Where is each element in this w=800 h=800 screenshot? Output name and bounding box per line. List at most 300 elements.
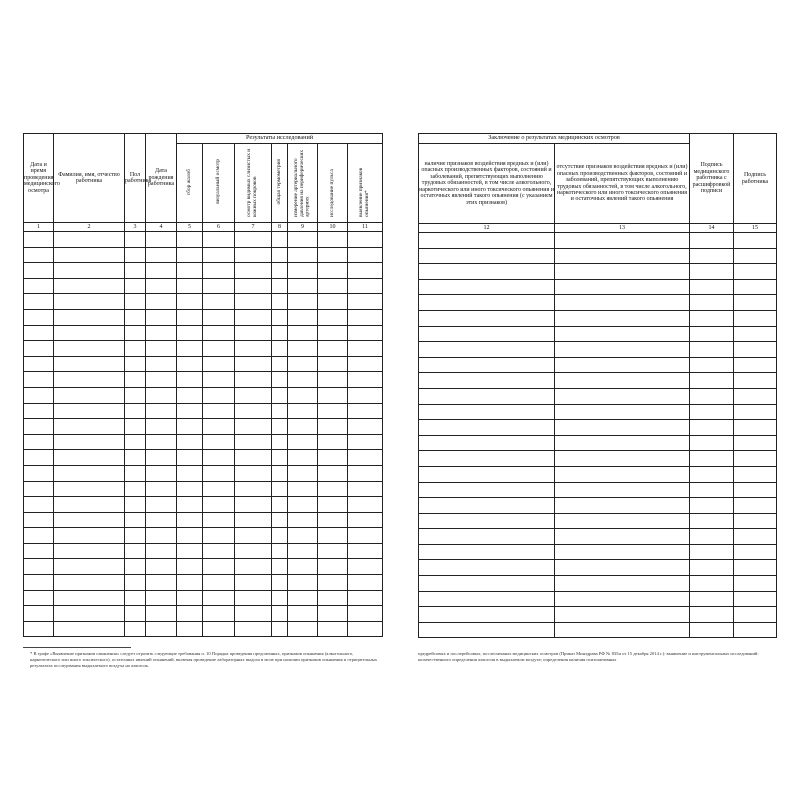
empty-cell	[203, 309, 235, 325]
empty-cell	[146, 575, 177, 591]
left-number-row	[24, 223, 383, 232]
table-row	[24, 341, 383, 357]
empty-cell	[177, 294, 203, 310]
table-row	[419, 513, 777, 529]
empty-cell	[419, 482, 555, 498]
empty-cell	[690, 513, 734, 529]
empty-cell	[54, 621, 125, 637]
empty-cell	[125, 247, 146, 263]
empty-cell	[555, 591, 690, 607]
table-row	[419, 388, 777, 404]
col-sex-header: Пол работника	[125, 134, 146, 223]
empty-cell	[54, 559, 125, 575]
empty-cell	[419, 544, 555, 560]
empty-cell	[146, 247, 177, 263]
empty-cell	[288, 294, 318, 310]
empty-cell	[177, 497, 203, 513]
empty-cell	[555, 279, 690, 295]
empty-cell	[54, 294, 125, 310]
col-number: 7	[235, 223, 272, 232]
empty-cell	[54, 372, 125, 388]
col-number: 9	[288, 223, 318, 232]
empty-cell	[125, 543, 146, 559]
empty-cell	[318, 341, 348, 357]
col-number: 14	[690, 224, 734, 233]
empty-cell	[177, 232, 203, 248]
empty-cell	[419, 451, 555, 467]
empty-cell	[288, 419, 318, 435]
empty-cell	[203, 575, 235, 591]
col-thermometry-header: общая термометрия	[272, 144, 288, 223]
empty-cell	[734, 373, 777, 389]
empty-cell	[555, 513, 690, 529]
empty-cell	[690, 310, 734, 326]
empty-cell	[235, 278, 272, 294]
empty-cell	[734, 482, 777, 498]
empty-cell	[318, 278, 348, 294]
col-number: 2	[54, 223, 125, 232]
table-row	[24, 325, 383, 341]
empty-cell	[348, 341, 383, 357]
empty-cell	[54, 465, 125, 481]
table-row	[419, 248, 777, 264]
empty-cell	[177, 387, 203, 403]
empty-cell	[734, 233, 777, 249]
empty-cell	[690, 373, 734, 389]
empty-cell	[146, 325, 177, 341]
empty-cell	[734, 451, 777, 467]
empty-cell	[348, 356, 383, 372]
empty-cell	[288, 403, 318, 419]
empty-cell	[272, 528, 288, 544]
empty-cell	[203, 387, 235, 403]
empty-cell	[24, 403, 54, 419]
table-row	[419, 466, 777, 482]
empty-cell	[348, 559, 383, 575]
empty-cell	[125, 278, 146, 294]
empty-cell	[272, 232, 288, 248]
empty-cell	[419, 326, 555, 342]
col-number: 6	[203, 223, 235, 232]
empty-cell	[690, 529, 734, 545]
empty-cell	[146, 512, 177, 528]
empty-cell	[24, 434, 54, 450]
empty-cell	[318, 575, 348, 591]
empty-cell	[203, 247, 235, 263]
empty-cell	[177, 278, 203, 294]
empty-cell	[419, 591, 555, 607]
empty-cell	[288, 481, 318, 497]
empty-cell	[146, 497, 177, 513]
table-row	[24, 278, 383, 294]
empty-cell	[235, 403, 272, 419]
table-row	[24, 559, 383, 575]
table-row	[24, 621, 383, 637]
empty-cell	[54, 247, 125, 263]
table-row	[419, 482, 777, 498]
empty-cell	[419, 342, 555, 358]
empty-cell	[146, 559, 177, 575]
col-birth-date-header: Дата рождения работника	[146, 134, 177, 223]
table-row	[24, 528, 383, 544]
empty-cell	[348, 606, 383, 622]
empty-cell	[272, 294, 288, 310]
empty-cell	[555, 342, 690, 358]
empty-cell	[555, 357, 690, 373]
empty-cell	[203, 294, 235, 310]
empty-cell	[272, 590, 288, 606]
empty-cell	[177, 403, 203, 419]
empty-cell	[177, 247, 203, 263]
empty-cell	[419, 357, 555, 373]
empty-cell	[288, 247, 318, 263]
empty-cell	[555, 576, 690, 592]
empty-cell	[146, 403, 177, 419]
empty-cell	[734, 607, 777, 623]
table-row	[24, 497, 383, 513]
empty-cell	[235, 294, 272, 310]
empty-cell	[177, 309, 203, 325]
empty-cell	[419, 295, 555, 311]
empty-cell	[203, 341, 235, 357]
empty-cell	[24, 419, 54, 435]
empty-cell	[146, 278, 177, 294]
empty-cell	[272, 419, 288, 435]
empty-cell	[24, 232, 54, 248]
empty-cell	[348, 294, 383, 310]
empty-cell	[690, 279, 734, 295]
empty-cell	[24, 325, 54, 341]
col-complaints-header: сбор жалоб	[177, 144, 203, 223]
empty-cell	[54, 419, 125, 435]
empty-cell	[555, 373, 690, 389]
empty-cell	[203, 512, 235, 528]
empty-cell	[288, 512, 318, 528]
empty-cell	[348, 434, 383, 450]
empty-cell	[318, 450, 348, 466]
empty-cell	[24, 387, 54, 403]
table-row	[419, 560, 777, 576]
empty-cell	[288, 621, 318, 637]
empty-cell	[125, 528, 146, 544]
empty-cell	[203, 419, 235, 435]
empty-cell	[125, 450, 146, 466]
empty-cell	[235, 372, 272, 388]
empty-cell	[235, 512, 272, 528]
empty-cell	[734, 498, 777, 514]
table-row	[419, 404, 777, 420]
col-blood-pressure-header: измерение артериального давления на периферических артериях	[288, 144, 318, 223]
empty-cell	[318, 403, 348, 419]
empty-cell	[24, 497, 54, 513]
empty-cell	[272, 434, 288, 450]
empty-cell	[272, 450, 288, 466]
table-row	[24, 590, 383, 606]
empty-cell	[235, 232, 272, 248]
empty-cell	[555, 607, 690, 623]
empty-cell	[125, 434, 146, 450]
empty-cell	[555, 560, 690, 576]
empty-cell	[272, 278, 288, 294]
col-visual-exam-header: визуальный осмотр	[203, 144, 235, 223]
empty-cell	[348, 512, 383, 528]
empty-cell	[288, 372, 318, 388]
col-number: 3	[125, 223, 146, 232]
table-row	[24, 481, 383, 497]
empty-cell	[734, 248, 777, 264]
empty-cell	[348, 325, 383, 341]
table-row	[24, 512, 383, 528]
empty-cell	[288, 606, 318, 622]
col-medic-signature-header: Подпись медицинского работника с расшифровкой подписи	[690, 134, 734, 224]
empty-cell	[288, 309, 318, 325]
empty-cell	[203, 325, 235, 341]
empty-cell	[235, 434, 272, 450]
empty-cell	[203, 450, 235, 466]
empty-cell	[203, 559, 235, 575]
empty-cell	[288, 263, 318, 279]
empty-cell	[54, 387, 125, 403]
empty-cell	[203, 356, 235, 372]
empty-cell	[54, 528, 125, 544]
empty-cell	[419, 560, 555, 576]
left-journal-table	[23, 133, 383, 637]
table-row	[419, 498, 777, 514]
empty-cell	[318, 543, 348, 559]
table-row	[419, 342, 777, 358]
empty-cell	[555, 326, 690, 342]
empty-cell	[125, 575, 146, 591]
table-row	[419, 529, 777, 545]
empty-cell	[348, 590, 383, 606]
table-row	[419, 310, 777, 326]
empty-cell	[419, 233, 555, 249]
empty-cell	[24, 294, 54, 310]
empty-cell	[125, 325, 146, 341]
empty-cell	[125, 606, 146, 622]
empty-cell	[555, 233, 690, 249]
empty-cell	[125, 419, 146, 435]
table-row	[419, 622, 777, 638]
table-row	[24, 419, 383, 435]
table-row	[419, 326, 777, 342]
empty-cell	[318, 247, 348, 263]
empty-cell	[419, 466, 555, 482]
empty-cell	[690, 435, 734, 451]
empty-cell	[54, 497, 125, 513]
empty-cell	[125, 387, 146, 403]
empty-cell	[203, 621, 235, 637]
right-number-row	[419, 224, 777, 233]
empty-cell	[419, 529, 555, 545]
col-number: 12	[419, 224, 555, 233]
empty-cell	[24, 512, 54, 528]
empty-cell	[146, 621, 177, 637]
empty-cell	[203, 497, 235, 513]
empty-cell	[348, 575, 383, 591]
empty-cell	[177, 434, 203, 450]
table-row	[419, 591, 777, 607]
empty-cell	[348, 543, 383, 559]
table-row	[24, 434, 383, 450]
empty-cell	[272, 387, 288, 403]
empty-cell	[555, 544, 690, 560]
empty-cell	[54, 309, 125, 325]
empty-cell	[318, 372, 348, 388]
empty-cell	[288, 278, 318, 294]
empty-cell	[318, 387, 348, 403]
table-row	[24, 450, 383, 466]
empty-cell	[318, 325, 348, 341]
empty-cell	[690, 544, 734, 560]
empty-cell	[146, 263, 177, 279]
empty-cell	[24, 356, 54, 372]
empty-cell	[177, 325, 203, 341]
empty-cell	[318, 465, 348, 481]
empty-cell	[419, 498, 555, 514]
empty-cell	[272, 621, 288, 637]
empty-cell	[690, 342, 734, 358]
empty-cell	[734, 279, 777, 295]
empty-cell	[203, 481, 235, 497]
empty-cell	[734, 420, 777, 436]
empty-cell	[419, 607, 555, 623]
table-row	[419, 451, 777, 467]
empty-cell	[555, 529, 690, 545]
table-row	[419, 420, 777, 436]
empty-cell	[419, 310, 555, 326]
empty-cell	[24, 372, 54, 388]
empty-cell	[24, 309, 54, 325]
col-full-name-header: Фамилия, имя, отчество работника	[54, 134, 125, 223]
empty-cell	[348, 497, 383, 513]
empty-cell	[235, 356, 272, 372]
empty-cell	[348, 278, 383, 294]
empty-cell	[24, 606, 54, 622]
col-intoxication-header: выявление признаков опьянения*	[348, 144, 383, 223]
empty-cell	[690, 498, 734, 514]
col-mucosa-exam-header: осмотр видимых слизистых и кожных покровов	[235, 144, 272, 223]
col-pulse-header: исследование пульса	[318, 144, 348, 223]
empty-cell	[24, 278, 54, 294]
empty-cell	[288, 341, 318, 357]
empty-cell	[272, 356, 288, 372]
col-worker-signature-header: Подпись работника	[734, 134, 777, 224]
empty-cell	[318, 606, 348, 622]
empty-cell	[272, 309, 288, 325]
empty-cell	[734, 622, 777, 638]
empty-cell	[235, 309, 272, 325]
empty-cell	[235, 575, 272, 591]
table-row	[419, 576, 777, 592]
empty-cell	[235, 419, 272, 435]
empty-cell	[690, 357, 734, 373]
right-table-body	[419, 233, 777, 638]
empty-cell	[318, 512, 348, 528]
empty-cell	[125, 497, 146, 513]
empty-cell	[555, 388, 690, 404]
empty-cell	[288, 434, 318, 450]
empty-cell	[690, 295, 734, 311]
empty-cell	[734, 388, 777, 404]
empty-cell	[555, 482, 690, 498]
empty-cell	[734, 591, 777, 607]
empty-cell	[419, 420, 555, 436]
table-row	[419, 544, 777, 560]
table-row	[24, 309, 383, 325]
empty-cell	[125, 465, 146, 481]
col-number: 1	[24, 223, 54, 232]
empty-cell	[24, 465, 54, 481]
empty-cell	[203, 278, 235, 294]
empty-cell	[125, 512, 146, 528]
col-number: 10	[318, 223, 348, 232]
empty-cell	[24, 341, 54, 357]
empty-cell	[318, 356, 348, 372]
empty-cell	[734, 435, 777, 451]
empty-cell	[146, 232, 177, 248]
empty-cell	[54, 263, 125, 279]
table-row	[24, 294, 383, 310]
empty-cell	[146, 294, 177, 310]
empty-cell	[348, 263, 383, 279]
empty-cell	[125, 341, 146, 357]
empty-cell	[203, 543, 235, 559]
empty-cell	[318, 481, 348, 497]
table-row	[419, 233, 777, 249]
table-row	[419, 607, 777, 623]
table-row	[419, 373, 777, 389]
table-row	[419, 264, 777, 280]
empty-cell	[734, 295, 777, 311]
table-row	[419, 357, 777, 373]
empty-cell	[203, 372, 235, 388]
empty-cell	[419, 373, 555, 389]
table-row	[24, 263, 383, 279]
empty-cell	[555, 264, 690, 280]
table-row	[24, 356, 383, 372]
empty-cell	[272, 543, 288, 559]
empty-cell	[203, 434, 235, 450]
empty-cell	[288, 356, 318, 372]
empty-cell	[734, 466, 777, 482]
empty-cell	[125, 559, 146, 575]
empty-cell	[690, 607, 734, 623]
empty-cell	[288, 543, 318, 559]
table-row	[24, 232, 383, 248]
empty-cell	[272, 497, 288, 513]
col-number: 15	[734, 224, 777, 233]
empty-cell	[288, 232, 318, 248]
left-table-body	[24, 232, 383, 637]
empty-cell	[203, 465, 235, 481]
empty-cell	[146, 528, 177, 544]
empty-cell	[177, 575, 203, 591]
empty-cell	[690, 388, 734, 404]
empty-cell	[235, 387, 272, 403]
empty-cell	[203, 606, 235, 622]
empty-cell	[318, 309, 348, 325]
empty-cell	[318, 294, 348, 310]
col-signs-absent-header: отсутствие признаков воздействия вредных и (или) опасных производственных факторов, состояний и заболеваний, препятствующих выполнению трудовых обязанностей, в том числе алкогольного, наркотического или иного токсического опьянения и остаточных явлений такого опьянения	[555, 144, 690, 224]
empty-cell	[288, 497, 318, 513]
empty-cell	[146, 450, 177, 466]
empty-cell	[146, 434, 177, 450]
empty-cell	[24, 543, 54, 559]
empty-cell	[419, 248, 555, 264]
empty-cell	[419, 264, 555, 280]
empty-cell	[125, 590, 146, 606]
